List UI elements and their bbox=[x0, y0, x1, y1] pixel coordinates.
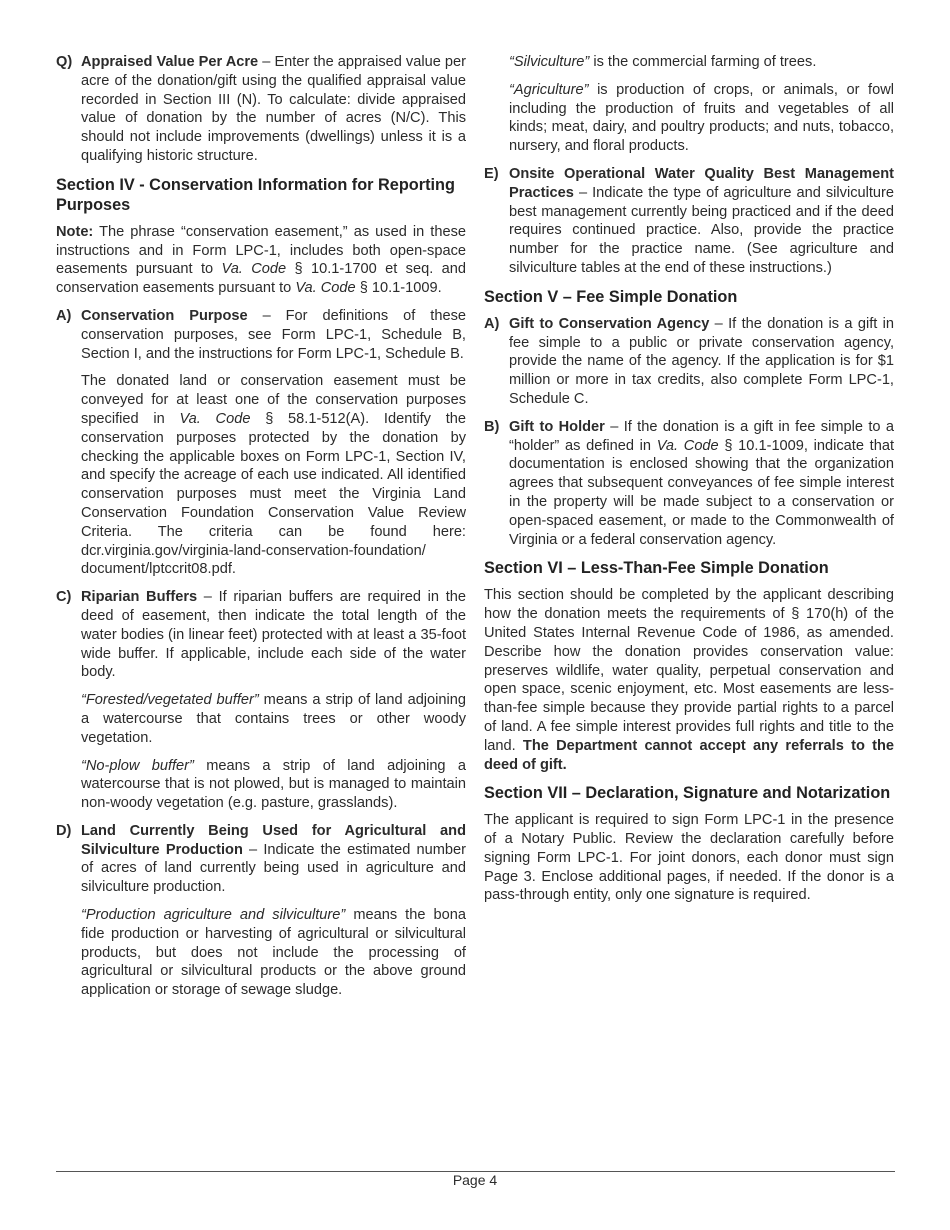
paragraph bbox=[484, 81, 894, 156]
text-run: § 10.1-1009. bbox=[355, 280, 442, 297]
list-item bbox=[56, 588, 466, 682]
text-run: § 58.1-512(A). Identify the conservation purposes protected by the donation by checking the applicable boxes on Form LPC-1, Section IV, and specify the acreage of each use indicated. All identified conservation purposes must meet the Virginia Land Conservation Foundation Conservation Value Review Criteria. The criteria can be found here: dcr.virginia.gov/virginia-land-conservation-foundation/ document/lptccrit08.pdf. bbox=[81, 410, 466, 578]
bold-text: Land Currently Being Used for Agricultural and Silviculture Production bbox=[81, 822, 466, 858]
text-run: § 10.1-1009, indicate that documentation is enclosed showing that the organization agrees that subsequent conveyances of fee simple interest in the property will be made subject to a conservation or open-spaced easement, or made to the Commonwealth of Virginia or a federal conservation agency. bbox=[509, 437, 894, 548]
bold-text: The Department cannot accept any referrals to the deed of gift. bbox=[484, 737, 894, 773]
italic-text: Va. Code bbox=[179, 410, 251, 427]
item-marker: D) bbox=[56, 822, 72, 839]
text-run: – Indicate the type of agriculture and silviculture best management currently being practiced and if the deed requires continued practice. Also, provide the practice number for the practice name. (See agriculture and silviculture tables at the end of these instructions.) bbox=[509, 184, 894, 276]
section-heading bbox=[484, 783, 894, 803]
bold-text: Riparian Buffers bbox=[81, 589, 198, 606]
item-marker: A) bbox=[484, 315, 500, 332]
text-run: – If riparian buffers are required in the deed of easement, then indicate the total length of the water bodies (in linear feet) protected with at least a 35-foot wide buffer. If applicable, include each side of the water body. bbox=[81, 589, 466, 681]
list-item bbox=[484, 315, 894, 409]
section-heading bbox=[484, 287, 894, 307]
paragraph bbox=[56, 757, 466, 813]
bold-text: Appraised Value Per Acre bbox=[81, 54, 259, 70]
left-column bbox=[56, 53, 466, 1009]
italic-text: Va. Code bbox=[221, 261, 287, 278]
text-run: This section should be completed by the applicant describing how the donation meets the requirements of § 170(h) of the United States Internal Revenue Code of 1986, as amended. Describe how the donation provides conservation value: preserves wildlife, water quality, perpetual conservation and open space, scenic enjoyment, etc. Most easements are less-than-fee simple because they provide partial rights to a parcel of land. A fee simple interest provides full rights and title to the land. bbox=[484, 587, 894, 754]
paragraph bbox=[56, 906, 466, 1000]
text-run: Section VII – Declaration, Signature and Notarization bbox=[484, 784, 891, 803]
text-run: – Indicate the estimated number of acres of land currently being used in agriculture and silviculture production. bbox=[81, 841, 466, 896]
paragraph bbox=[484, 586, 894, 774]
text-run: – If the donation is a gift in fee simple to a “holder” as defined in bbox=[509, 418, 894, 454]
text-run: – For definitions of these conservation purposes, see Form LPC-1, Schedule B, Section I, and the instructions for Form LPC-1, Schedule B. bbox=[81, 307, 466, 362]
italic-text: “Production agriculture and silviculture” bbox=[81, 907, 346, 924]
bold-text: Onsite Operational Water Quality Best Management Practices bbox=[509, 165, 894, 201]
page-number: Page 4 bbox=[452, 1172, 498, 1188]
text-run: means a strip of land adjoining a watercourse that is not plowed, but is managed to maintain non-woody vegetation (e.g. pasture, grasslands). bbox=[81, 757, 466, 812]
text-run: means a strip of land adjoining a watercourse that contains trees or other woody vegetation. bbox=[81, 692, 467, 746]
item-marker: A) bbox=[56, 307, 72, 324]
text-run: The phrase “conservation easement,” as used in these instructions and in Form LPC-1, includes both open-space easements pursuant to bbox=[56, 223, 466, 278]
item-marker: Q) bbox=[56, 54, 73, 70]
bold-text: Gift to Holder bbox=[509, 418, 605, 435]
text-run: The donated land or conservation easement must be conveyed for at least one of the conservation purposes specified in bbox=[81, 373, 466, 427]
list-item bbox=[56, 53, 466, 166]
italic-text: “No-plow buffer” bbox=[81, 757, 194, 774]
list-item bbox=[484, 165, 894, 278]
italic-text: “Silviculture” bbox=[509, 54, 590, 70]
right-column bbox=[484, 53, 894, 914]
text-run: § 10.1-1700 et seq. and conservation easements pursuant to bbox=[56, 261, 466, 297]
text-run: is production of crops, or animals, or fowl including the production of fruits and vegetables of all kinds; meat, dairy, and poultry products; and nuts, tobacco, nursery, and floral products. bbox=[509, 81, 894, 155]
item-marker: B) bbox=[484, 418, 500, 435]
text-run: is the commercial farming of trees. bbox=[589, 54, 817, 70]
bold-text: Conservation Purpose bbox=[81, 307, 248, 324]
paragraph bbox=[56, 372, 466, 579]
text-run: – If the donation is a gift in fee simple to a public or private conservation agency, provide the name of the agency. If the application is for $1 million or more in tax credits, also complete Form LPC-1, Schedule C. bbox=[509, 315, 894, 407]
item-marker: C) bbox=[56, 589, 72, 606]
list-item bbox=[56, 307, 466, 363]
bold-text: Note: bbox=[56, 223, 94, 240]
section-heading bbox=[56, 175, 466, 215]
text-run: means the bona fide production or harvesting of agricultural or silvicultural products, but does not include the processing of agricultural or silvicultural products or the above ground application or storage of sewage sludge. bbox=[81, 907, 466, 999]
text-run: Section V – Fee Simple Donation bbox=[484, 287, 738, 306]
list-item bbox=[484, 418, 894, 550]
item-marker: E) bbox=[484, 165, 499, 182]
paragraph bbox=[484, 811, 894, 905]
italic-text: “Agriculture” bbox=[509, 81, 589, 98]
text-run: The applicant is required to sign Form LPC-1 in the presence of a Notary Public. Review the declaration carefully before signing Form LPC-1. For joint donors, each donor must sign Page 3. Enclose additional pages, if needed. If the donor is a pass-through entity, only one signature is required. bbox=[484, 812, 894, 904]
italic-text: Va. Code bbox=[295, 280, 356, 297]
paragraph bbox=[484, 53, 894, 72]
text-run: Section VI – Less-Than-Fee Simple Donation bbox=[484, 559, 829, 578]
list-item bbox=[56, 822, 466, 897]
italic-text: “Forested/vegetated buffer” bbox=[81, 692, 259, 709]
text-run: – Enter the appraised value per acre of the donation/gift using the qualified appraisal value recorded in Section III (N). To calculate: divide appraised value of donation by the number of acres (N/C). This should not include improvements (dwellings) unless it is a qualifying historic structure. bbox=[81, 54, 466, 164]
section-heading bbox=[484, 558, 894, 578]
text-run: Section IV - Conservation Information for Reporting Purposes bbox=[56, 175, 455, 214]
paragraph bbox=[56, 223, 466, 298]
bold-text: Gift to Conservation Agency bbox=[509, 315, 710, 332]
paragraph bbox=[56, 691, 466, 747]
italic-text: Va. Code bbox=[656, 437, 719, 454]
